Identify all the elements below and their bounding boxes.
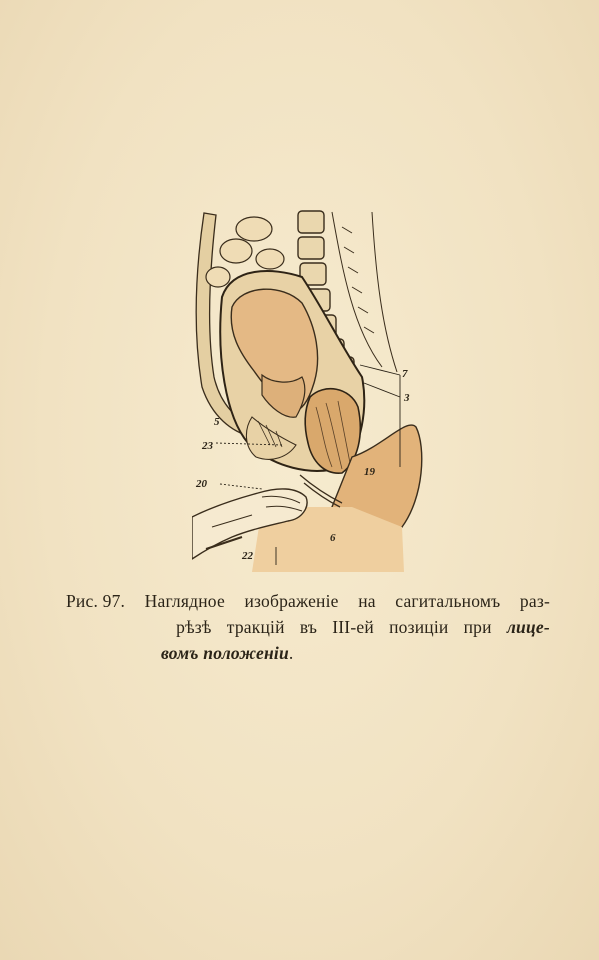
caption-word: на <box>358 591 376 611</box>
caption-word: тракцій <box>226 617 285 637</box>
caption-word: при <box>463 617 492 637</box>
caption-line-3 <box>66 640 550 666</box>
label-22: 22 <box>242 550 253 562</box>
caption-indent <box>66 614 161 640</box>
caption-word: въ <box>299 617 318 637</box>
figure-reference: Рис. 97. <box>66 591 126 611</box>
label-5: 5 <box>214 416 220 428</box>
caption-word: рѣзѣ <box>176 617 212 637</box>
caption-italic-word: лице- <box>506 617 550 637</box>
label-20: 20 <box>196 478 207 490</box>
label-6: 6 <box>330 532 336 544</box>
label-7: 7 <box>402 368 408 380</box>
caption-word: раз- <box>519 591 550 611</box>
caption-word: III-ей <box>332 617 374 637</box>
caption-line-1 <box>66 588 550 614</box>
sagittal-section-illustration <box>192 207 432 572</box>
caption-word: изображеніе <box>244 591 339 611</box>
caption-period: . <box>288 643 294 663</box>
caption-word: позиціи <box>389 617 449 637</box>
figure-caption <box>66 588 550 666</box>
label-19: 19 <box>364 466 375 478</box>
label-3: 3 <box>404 392 410 404</box>
caption-line-2 <box>66 614 550 640</box>
caption-word: Наглядное <box>144 591 225 611</box>
caption-italic-phrase: вомъ положеніи <box>161 643 289 663</box>
caption-word: сагитальномъ <box>395 591 501 611</box>
label-23: 23 <box>202 440 213 452</box>
